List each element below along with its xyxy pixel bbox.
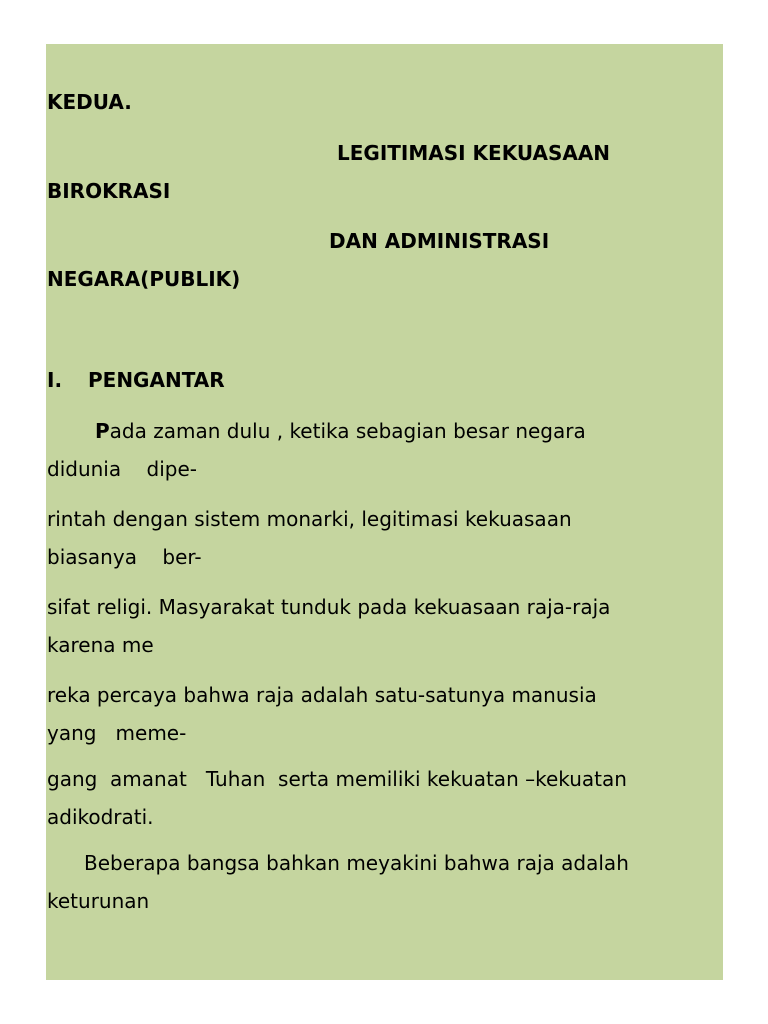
paragraph-line: reka percaya bahwa raja adalah satu-satunya manusia xyxy=(47,683,597,707)
paragraph-line: biasanya ber- xyxy=(47,545,202,569)
paragraph-line: yang meme- xyxy=(47,721,187,745)
title-line-1-wrap: BIROKRASI xyxy=(47,179,171,203)
heading-kedua: KEDUA. xyxy=(47,90,132,114)
paragraph-line: ada zaman dulu , ketika sebagian besar negara xyxy=(109,419,586,443)
paragraph-line: rintah dengan sistem monarki, legitimasi kekuasaan xyxy=(47,507,572,531)
paragraph-line: gang amanat Tuhan serta memiliki kekuatan –kekuatan xyxy=(47,767,627,791)
title-line-2-wrap: NEGARA(PUBLIK) xyxy=(47,267,241,291)
paragraph-line: didunia dipe- xyxy=(47,457,198,481)
paragraph-2-first-line: Beberapa bangsa bahkan meyakini bahwa raja adalah xyxy=(84,851,629,875)
drop-cap: P xyxy=(95,419,110,443)
section-number: I. xyxy=(47,368,63,392)
paragraph-1-first-line xyxy=(47,419,586,443)
paragraph-line: karena me xyxy=(47,633,154,657)
title-line-2: DAN ADMINISTRASI xyxy=(329,229,550,253)
title-line-1: LEGITIMASI KEKUASAAN xyxy=(337,141,611,165)
paragraph-line: adikodrati. xyxy=(47,805,154,829)
paragraph-line: sifat religi. Masyarakat tunduk pada kekuasaan raja-raja xyxy=(47,595,611,619)
paragraph-line: keturunan xyxy=(47,889,150,913)
section-title: PENGANTAR xyxy=(88,368,225,392)
